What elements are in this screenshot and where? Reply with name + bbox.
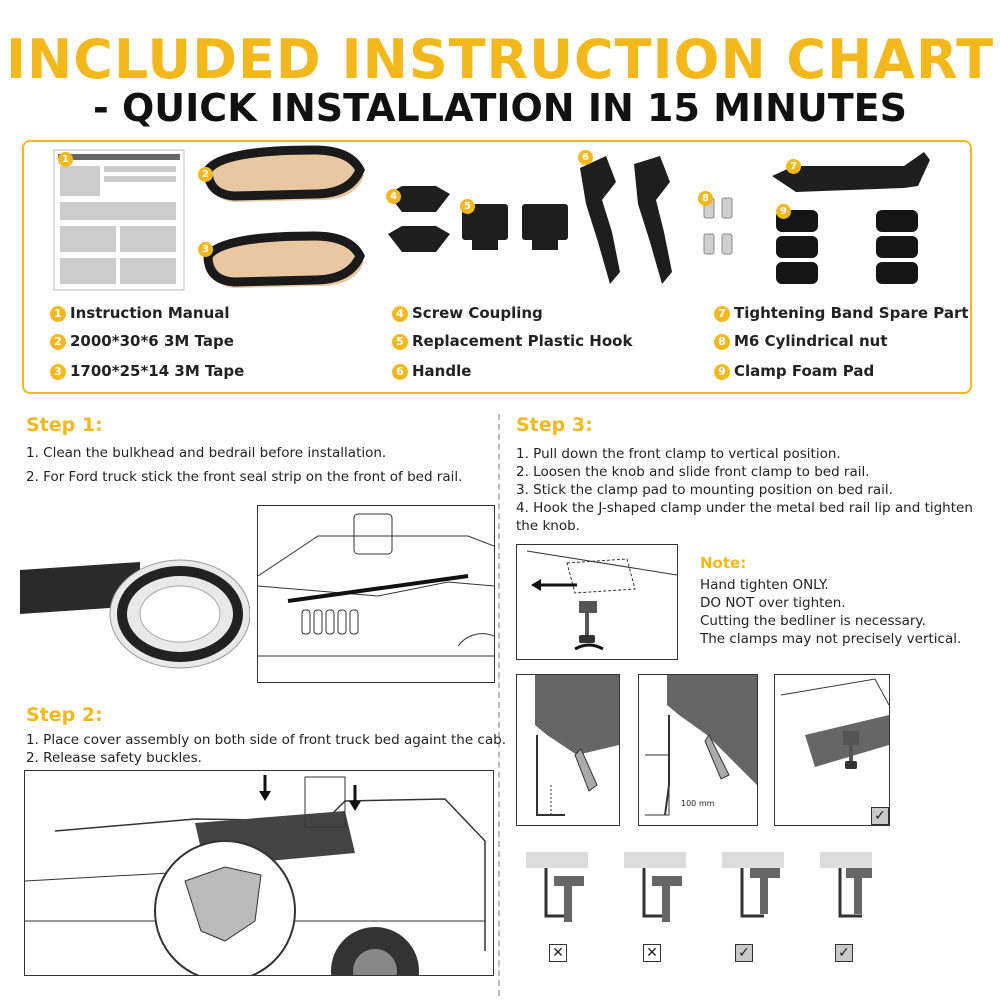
wrong-mark-1: ✕ <box>549 944 567 962</box>
measure-label: 100 mm <box>681 799 715 808</box>
part-label-3: 3 1700*25*14 3M Tape <box>50 362 244 380</box>
part-label-1: 1 Instruction Manual <box>50 304 230 322</box>
note-line-1: Hand tighten ONLY. <box>700 577 829 593</box>
parts-illustrations <box>24 142 970 302</box>
step2-line-2: 2. Release safety buckles. <box>26 750 202 766</box>
step3-line-2: 2. Loosen the knob and slide front clamp to bed rail. <box>516 464 870 480</box>
badge-6: 6 <box>578 150 593 165</box>
note-line-3: Cutting the bedliner is necessary. <box>700 613 926 629</box>
page-subtitle: - QUICK INSTALLATION IN 15 MINUTES <box>93 86 907 130</box>
foam-pad-illustration <box>776 210 918 284</box>
clamp-wrong-1 <box>526 852 588 922</box>
step3-line-5: the knob. <box>516 518 580 534</box>
step2-line-1: 1. Place cover assembly on both side of front truck bed againt the cab. <box>26 732 506 748</box>
step3-clamp-slide-figure <box>516 544 678 660</box>
badge-1: 1 <box>58 152 73 167</box>
step2-truck-figure <box>24 770 494 976</box>
badge-8: 8 <box>698 191 713 206</box>
cylindrical-nut-illustration <box>704 198 732 254</box>
clamp-detail-figure-2 <box>638 674 758 826</box>
clamp-detail-figure-1 <box>516 674 620 826</box>
step2-heading: Step 2: <box>26 704 103 726</box>
right-mark-2: ✓ <box>835 944 853 962</box>
tape-2000-illustration <box>208 150 364 202</box>
step3-line-1: 1. Pull down the front clamp to vertical position. <box>516 446 841 462</box>
step1-line-2: 2. For Ford truck stick the front seal strip on the front of bed rail. <box>26 469 463 485</box>
badge-5: 5 <box>460 199 475 214</box>
clamp-right-1 <box>722 852 784 916</box>
seal-strip-roll-illustration <box>20 540 250 680</box>
badge-2: 2 <box>198 167 213 182</box>
wrong-mark-2: ✕ <box>643 944 661 962</box>
part-label-7: 7 Tightening Band Spare Part <box>714 304 969 322</box>
step3-line-4: 4. Hook the J-shaped clamp under the metal bed rail lip and tighten <box>516 500 973 516</box>
badge-3: 3 <box>198 242 213 257</box>
part-label-8: 8 M6 Cylindrical nut <box>714 332 888 350</box>
right-mark-1: ✓ <box>735 944 753 962</box>
note-heading: Note: <box>700 554 747 572</box>
step3-line-3: 3. Stick the clamp pad to mounting position on bed rail. <box>516 482 893 498</box>
part-label-6: 6 Handle <box>392 362 471 380</box>
note-line-2: DO NOT over tighten. <box>700 595 846 611</box>
part-label-5: 5 Replacement Plastic Hook <box>392 332 632 350</box>
clamp-comparison-illustrations <box>524 846 874 936</box>
clamp-wrong-2 <box>624 852 686 922</box>
badge-7: 7 <box>786 159 801 174</box>
column-divider <box>498 414 500 996</box>
step1-line-1: 1. Clean the bulkhead and bedrail before installation. <box>26 445 387 461</box>
figure-3-check-mark: ✓ <box>871 807 889 825</box>
part-label-2: 2 2000*30*6 3M Tape <box>50 332 234 350</box>
badge-4: 4 <box>386 189 401 204</box>
part-label-4: 4 Screw Coupling <box>392 304 543 322</box>
clamp-detail-figure-3 <box>774 674 890 826</box>
plastic-hook-illustration <box>462 204 568 250</box>
tape-1700-illustration <box>208 236 364 288</box>
clamp-right-2 <box>820 852 872 916</box>
part-label-9: 9 Clamp Foam Pad <box>714 362 874 380</box>
handle-illustration <box>580 156 672 284</box>
step1-heading: Step 1: <box>26 414 103 436</box>
instruction-manual-illustration <box>54 150 184 290</box>
step1-truck-bed-figure <box>257 505 495 683</box>
page-title: INCLUDED INSTRUCTION CHART <box>5 28 995 91</box>
badge-9: 9 <box>776 204 791 219</box>
note-line-4: The clamps may not precisely vertical. <box>700 631 962 647</box>
step3-heading: Step 3: <box>516 414 593 436</box>
